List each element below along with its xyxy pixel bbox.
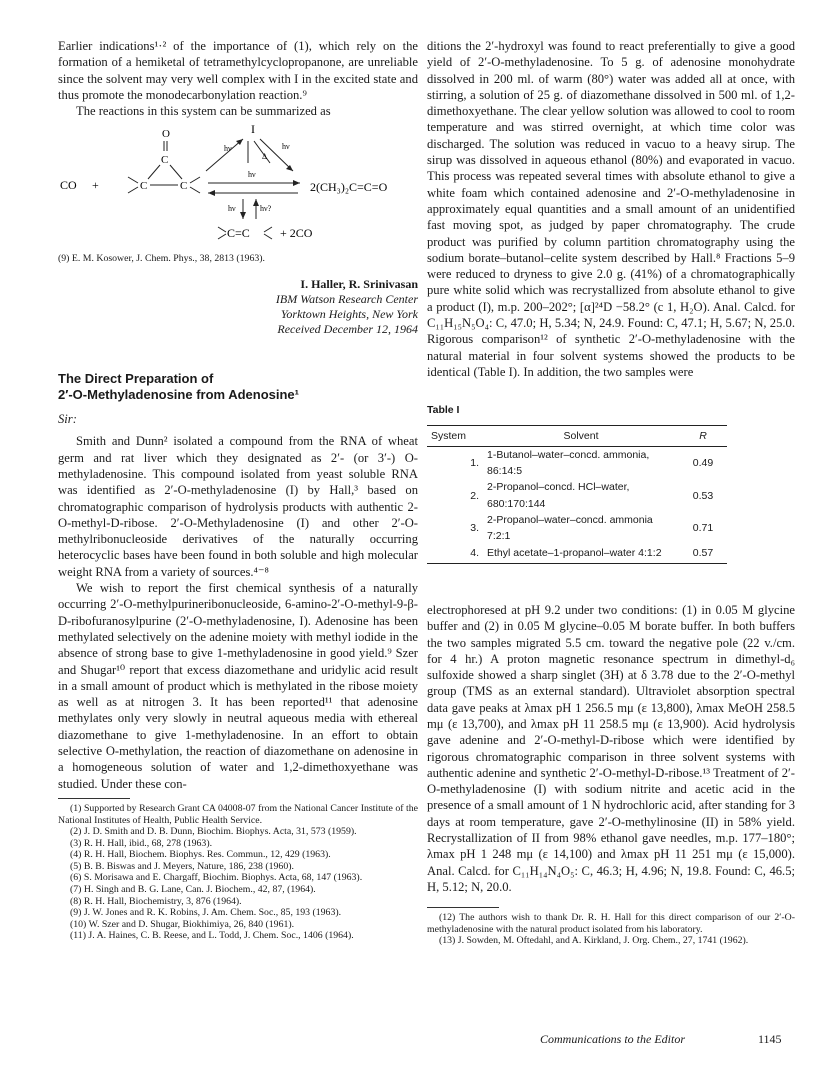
footnote: (2) J. D. Smith and D. B. Dunn, Biochim. Biophys. Acta, 31, 573 (1959). (70, 826, 357, 838)
author-city: Yorktown Heights, New York (280, 307, 418, 322)
footnote: (4) R. H. Hall, Biochem. Biophys. Res. Commun., 12, 429 (1963). (70, 849, 331, 861)
reaction-scheme (58, 119, 418, 247)
table-header: R (699, 429, 707, 442)
footnote-rule (58, 798, 130, 799)
author-names: I. Haller, R. Srinivasan (300, 277, 418, 292)
table-row: 4. Ethyl acetate–1-propanol–water 4:1:2 0.57 (470, 546, 714, 559)
scheme-ketene: 2(CH₃)₂C=C=O (310, 180, 388, 195)
table-row: 2. 2-Propanol–concd. HCl–water, 680:170:144 0.53 (470, 481, 714, 510)
footnote: (3) R. H. Hall, ibid., 68, 278 (1963). (70, 837, 213, 849)
scheme-c-top: C (161, 154, 169, 167)
table-row: 1. 1-Butanol–water–concd. ammonia, 86:14:5 0.49 (470, 448, 714, 478)
hv-label: hν (248, 170, 256, 180)
right-column (427, 38, 795, 947)
footnote-9: (9) E. M. Kosower, J. Chem. Phys., 38, 2813 (1963). (58, 253, 265, 265)
journal-footer: Communications to the Editor (540, 1032, 685, 1046)
table-header: Solvent (563, 429, 599, 442)
author-institution: IBM Watson Research Center (275, 292, 418, 307)
article-title-line2: 2′-O-Methyladenosine from Adenosine¹ (58, 387, 299, 403)
scheme-alkene: C=C (227, 226, 250, 241)
footnote-rule (427, 907, 499, 908)
scheme-plus: + (92, 178, 99, 193)
scheme-c-right: C (180, 180, 188, 193)
footnote: (10) W. Szer and D. Shugar, Biokhimiya, 26, 840 (1961). (70, 918, 295, 930)
footnote: (11) J. A. Haines, C. B. Reese, and L. Todd, J. Chem. Soc., 1406 (1964). (70, 930, 354, 942)
salutation: Sir: (58, 412, 77, 427)
scheme-c-left: C (140, 180, 148, 193)
page-number: 1145 (758, 1032, 782, 1046)
results-table (427, 425, 727, 564)
left-column (58, 38, 418, 942)
scheme-product: + 2CO (280, 226, 313, 241)
footnote: (13) J. Sowden, M. Oftedahl, and A. Kirkland, J. Org. Chem., 27, 1741 (1962). (439, 935, 749, 947)
footnote: (5) B. B. Biswas and J. Meyers, Nature, 186, 238 (1960). (70, 860, 294, 872)
scheme-co: CO (60, 178, 77, 193)
delta-label: Δ (262, 152, 268, 162)
paragraph: ditions the 2′-hydroxyl was found to react preferentially to give a good yield of 2′-O-methyladenosine. To 5 g. of adenosine monohydrate dissolved in 200 ml. of warm (80°) water was added all at once, with stirring, a solution of 25 g. of diazomethane dissolved in 500 ml. of 1,2-dimethoxyethane. The clear yellow solution was allowed to cool to room temperature and was stirred overnight, at which time color was discharged. The solution was reduced in vacuo to a heavy sirup. The sirup was dissolved in aqueous ethanol (80%) and evaporated in vacuo. This process was repeated several times with absolute ethanol to give a white foam which contained adenosine and 2′-O-methyladenosine in approximately equal quantities and a small amount of an unidentified fast moving spot, as judged by paper chromatography. The crude product was purified by column partition chromatography using the sodium borate–butanol–celite system described by Hall.⁸ Fractions 5–9 were reduced to dryness to give 2.0 g. (41%) of a chromatographically pure white solid which was recrystallized from absolute ethanol to give a product (I), m.p. 200–202°; [α]²⁴D −58.2° (c 1, H₂O). Anal. Calcd. for C₁₁H₁₅N₅O₄: C, 47.0; H, 5.34; N, 24.9. Found: C, 47.1; H, 5.67; N, 25.0. Rigorous comparison¹² of synthetic 2′-O-methyladenosine with the natural material in four solvent systems showed the products to be identical (Table I). In addition, the two samples were (427, 39, 795, 379)
paragraph: electrophoresed at pH 9.2 under two conditions: (1) in 0.05 M glycine buffer and (2) in 0.05 M glycine–0.05 M borate buffer. In both buffers the two samples migrated 5.5 cm. toward the negative pole (22 v./cm. for 4 hr.) A proton magnetic resonance spectrum in dimethyl-d₆ sulfoxide showed a sharp singlet (3H) at δ 3.78 due to the 2′-O-methyl group (TMS as an external standard). Ultraviolet absorption spectral data gave peaks at λmax pH 1 256.5 mμ (ε 13,800), λmax MeOH 258.5 mμ (ε 13,700), and λmax pH 11 258.5 mμ (ε 13,900). Acid hydrolysis gave adenine and 2′-O-methyl-D-ribose which were identified by rigorous chromatographic comparison in three solvent systems with authentic adenine and synthetic 2′-O-methyl-D-ribose.¹³ Treatment of 2′-O-methyladenosine (I) with sodium nitrite and acetic acid in the presence of a small amount of 1 N hydrochloric acid, after standing for 3 days at room temperature, gave 2′-O-methylinosine (II) in 58% yield. Recrystallization of II from 98% ethanol gave needles, m.p. 177–180°; λmax pH 1 248 mμ (ε 14,100) and λmax pH 11 251 mμ (ε 15,000). Anal. Calcd. for C₁₁H₁₄N₄O₅: C, 46.3; H, 4.96; N, 19.8. Found: C, 46.5; H, 5.12; N, 20.0. (427, 602, 795, 894)
footnote: (8) R. H. Hall, Biochemistry, 3, 876 (1964). (70, 895, 242, 907)
paragraph: We wish to report the first chemical synthesis of a naturally occurring 2′-O-methylpurineribonucleoside, 6-amino-2′-O-methyl-9-β-D-ribofuranosylpurine (2′-O-methyladenosine, I). Adenosine has been methylated selectively on the adenine moiety with methyl iodide in the absence of strong base to give 1-methyladenosine in good yield.⁹ Szer and Shugar¹⁰ report that excess diazomethane and uridylic acid result in a small amount of product which is methylated in the ribose moiety as well as at nitrogen 3. It has been reported¹¹ that adenosine methylates only very slowly in neutral aqueous media with ethereal diazomethane to give 1-methyladenosine. In an effort to obtain selective O-methylation, the reaction of diazomethane on adenosine in a homogeneous solution of water and 1,2-dimethoxyethane was studied. Under these con- (58, 581, 418, 791)
footnote: (6) S. Morisawa and E. Chargaff, Biochim. Biophys. Acta, 68, 147 (1963). (70, 872, 363, 884)
paragraph: The reactions in this system can be summarized as (76, 104, 331, 119)
footnotes (58, 803, 418, 942)
table-title: Table I (427, 404, 460, 417)
hv-question-label: hν? (260, 204, 272, 214)
table-1 (427, 402, 795, 564)
footnote: (1) Supported by Research Grant CA 04008-07 from the National Cancer Institute of the National Institutes of Health, Public Health Service. (58, 802, 418, 826)
received-date: Received December 12, 1964 (277, 322, 418, 337)
paragraph: Smith and Dunn² isolated a compound from the RNA of wheat germ and rat liver which they designated as 2′- (or 3′-) O-methyladenosine. This compound isolated from yeast soluble RNA was identified as 2′-O-methyladenosine (I) by Hall,³ based on chromatographic comparison of hydrolysis products with authentic 2-O-methyl-D-ribose. 2′-O-Methyladenosine (I) and other 2′-O-methylribonucleoside derivatives of the naturally occurring heterocyclic bases have been found in both soluble and high molecular weight RNA from a variety of sources.⁴⁻⁸ (58, 434, 418, 579)
footnotes (427, 912, 795, 947)
scheme-o: O (162, 128, 170, 141)
hv-label: hν (282, 142, 290, 152)
table-header: System (431, 429, 467, 442)
scheme-i: I (251, 122, 255, 137)
hv-label: hν (228, 204, 236, 214)
footnote: (12) The authors wish to thank Dr. R. H. Hall for this direct comparison of our 2′-O-methyladenosine with the natural product isolated from his laboratory. (427, 912, 795, 935)
table-row: 3. 2-Propanol–water–concd. ammonia 7:2:1 0.71 (470, 514, 714, 543)
footnote: (7) H. Singh and B. G. Lane, Can. J. Biochem., 42, 87, (1964). (70, 884, 316, 896)
paragraph: Earlier indications¹·² of the importance of (1), which rely on the formation of a hemiketal of tetramethylcyclopropanone, are unreliable since the solvent may very well complex with I in the excited state and thus promote the monodecarbonylation reaction.⁹ (58, 39, 418, 102)
hv-label: hν (224, 144, 232, 154)
article-title-line1: The Direct Preparation of (58, 371, 214, 387)
footnote: (9) J. W. Jones and R. K. Robins, J. Am. Chem. Soc., 85, 193 (1963). (70, 907, 342, 919)
